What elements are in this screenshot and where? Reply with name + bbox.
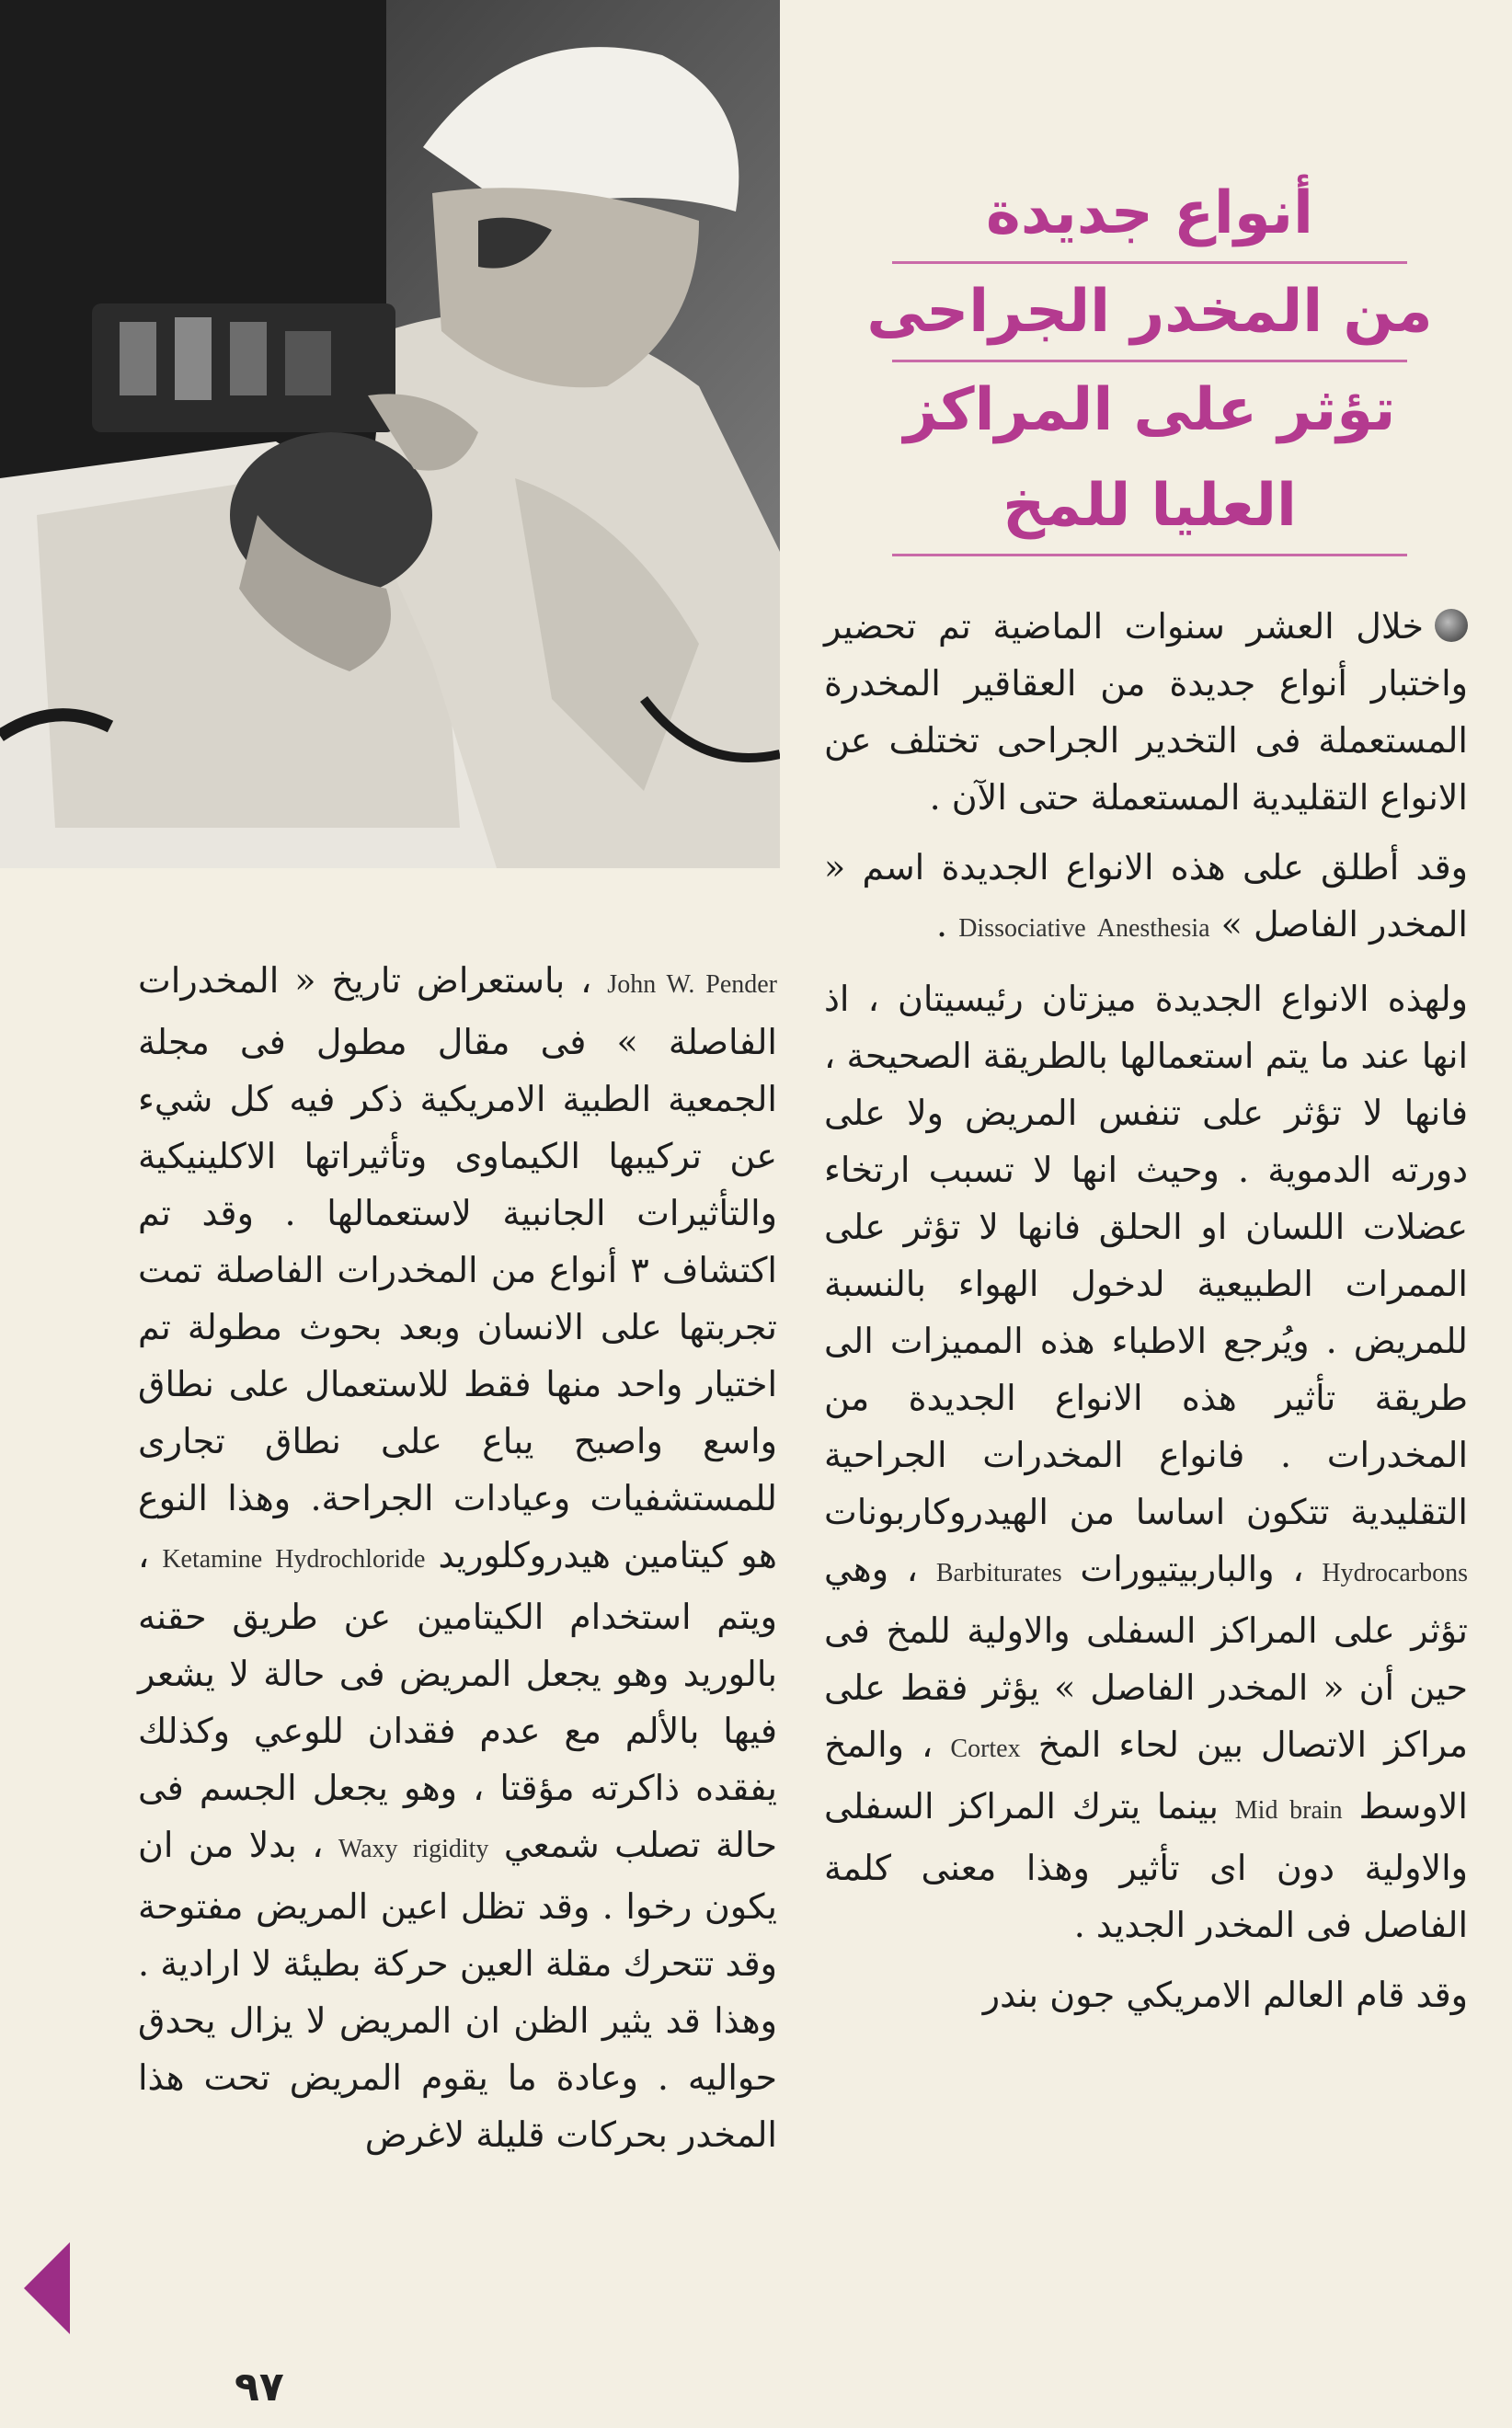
latin-term: Dissociative [958,914,1086,943]
paragraph-text: ، باستعراض تاريخ « المخدرات الفاصلة » فى مقال مطول فى مجلة الجمعية الطبية الامريكية ذكر فيه كل شيء عن تركيبها الكيماوى وتأثيراتها الاكلينيكية والتأثيرات الجانبية لاستعمالها . وقد تم اكتشاف ٣ أنواع من المخدرات الفاصلة تمت تجربتها على الانسان وبعد بحوث مطولة تم اختيار واحد منها فقط للاستعمال على نطاق واسع واصبح يباع على نطاق تجارى للمستشفيات وعيادات الجراحة. وهذا النوع هو كيتامين هيدروكلوريد [138,960,777,1575]
latin-term: Cortex [950,1735,1021,1763]
latin-term: rigidity [412,1835,489,1863]
paragraph-text: ، ويتم استخدام الكيتامين عن طريق حقنه بالوريد وهو يجعل المريض فى حالة لا يشعر فيها بالألم مع عدم فقدان للوعي وكذلك يفقده ذاكرته مؤقتا ، وهو يجعل الجسم فى حالة تصلب شمعي [138,1535,777,1865]
right-text-column [824,598,1468,2036]
bullet-icon [1435,609,1468,642]
paragraph-pender [138,952,777,2163]
paragraph-text: ، والباربيتيورات [1080,1549,1304,1589]
latin-term: Hydrocarbons [1322,1559,1468,1587]
paragraph-text: ولهذه الانواع الجديدة ميزتان رئيسيتان ، اذ انها عند ما يتم استعمالها بالطريقة الصحيحة ، فانها لا تؤثر على تنفس المريض ولا على دورته الدموية . وحيث انها لا تسبب ارتخاء عضلات اللسان او الحلق فانها لا تؤثر على الممرات الطبيعية لدخول الهواء بالنسبة للمريض . ويُرجع الاطباء هذه المميزات الى طريقة تأثير هذه الانواع الجديدة من المخدرات . فانواع المخدرات الجراحية التقليدية تتكون اساسا من الهيدروكاربونات [824,979,1468,1532]
paragraph-text: وقد قام العالم الامريكي جون بندر [982,1975,1468,2015]
page-number: ٩٧ [235,2364,284,2411]
latin-term: Ketamine [162,1545,263,1574]
latin-term: Mid brain [1234,1796,1343,1825]
article-title [828,166,1472,556]
surgeon-photo-graphic [0,0,780,868]
latin-term: Barbiturates [935,1559,1062,1587]
latin-term: Hydrochloride [275,1545,426,1574]
title-line-1: أنواع جديدة [986,179,1313,247]
surgeon-photo [0,0,780,868]
paragraph-naming [824,839,1468,957]
paragraph-text: ، بدلا من ان يكون رخوا . وقد تظل اعين المريض مفتوحة وقد تتحرك مقلة العين حركة بطيئة لا ارادية . وهذا قد يثير الظن ان المريض لا يزال يحدق حواليه . وعادة ما يقوم المريض تحت هذا المخدر بحركات قليلة لاغرض [138,1825,777,2155]
paragraph-text: ، وهي تؤثر على المراكز السفلى والاولية للمخ فى حين أن « المخدر الفاصل » يؤثر فقط على مراكز الاتصال بين لحاء المخ [824,1549,1469,1765]
latin-term: Waxy [338,1835,398,1863]
paragraph-text: خلال العشر سنوات الماضية تم تحضير واختبار أنواع جديدة من العقاقير المخدرة المستعملة فى التخدير الجراحى تختلف عن الانواع التقليدية المستعملة حتى الآن . [824,606,1468,818]
title-line-2: من المخدر الجراحى [866,278,1433,346]
latin-term: John W. Pender [607,970,777,999]
title-line-3: تؤثر على المراكز العليا للمخ [903,376,1396,540]
left-text-column [138,952,777,2176]
title-divider [892,554,1407,556]
latin-term: Anesthesia [1096,914,1210,943]
paragraph-text: بينما يترك المراكز السفلى والاولية دون اى تأثير وهذا معنى كلمة الفاصل فى المخدر الجديد . [824,1786,1468,1945]
paragraph-features [824,970,1468,1953]
paragraph-text: وقد أطلق على هذه الانواع الجديدة اسم « المخدر الفاصل » [824,847,1468,945]
triangle-left-icon[interactable] [24,2242,70,2334]
paragraph-text: ، والمخ الاوسط [824,1724,1468,1827]
paragraph-text: . [936,904,948,945]
paragraph-intro [824,598,1468,826]
paragraph-continued [824,1966,1468,2023]
